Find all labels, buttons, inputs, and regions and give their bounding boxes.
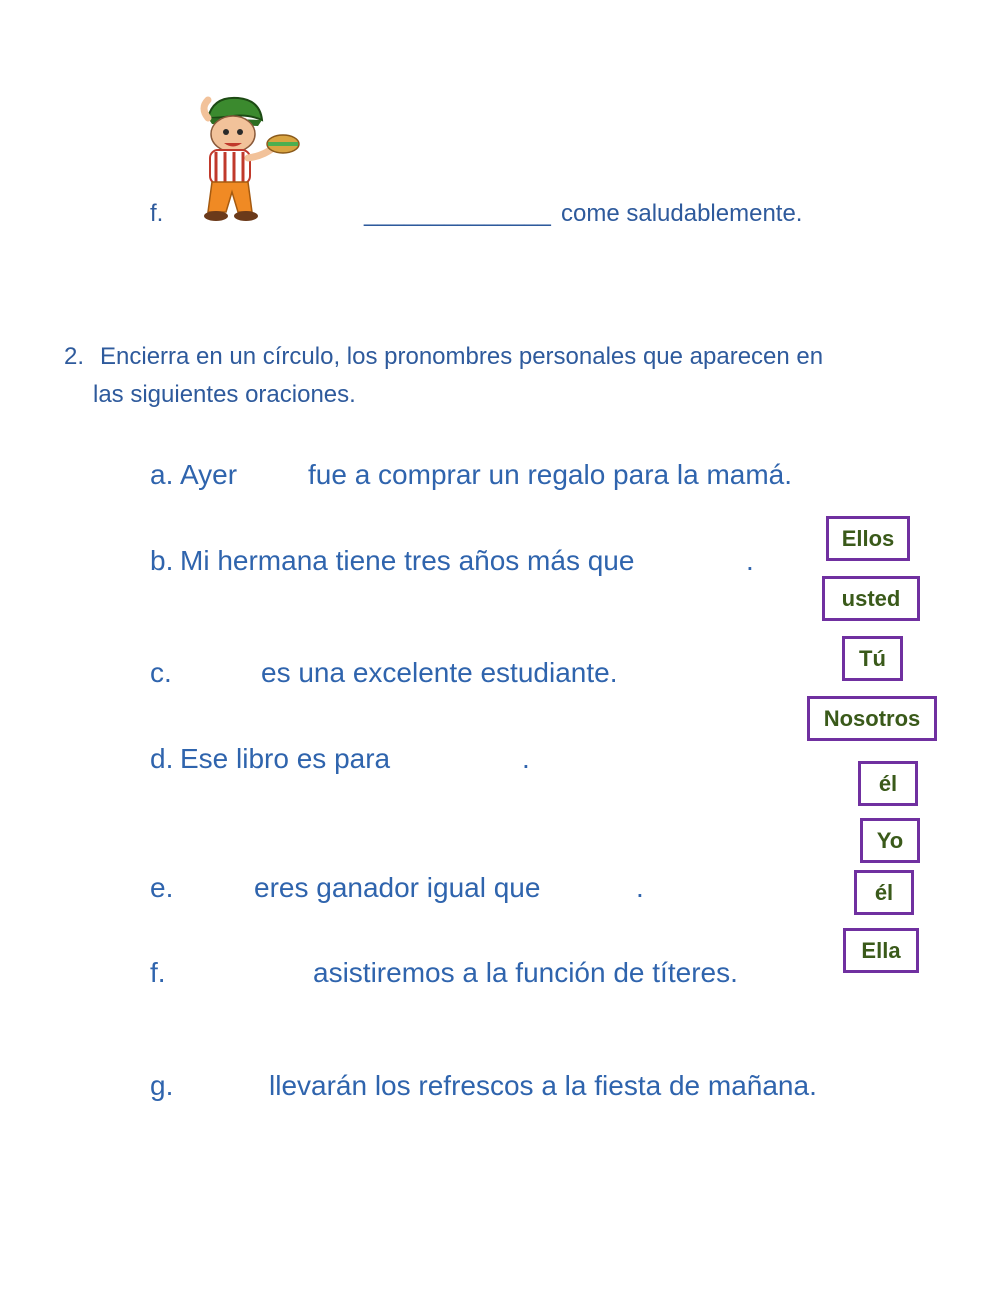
sentence-a-after: fue a comprar un regalo para la mamá.: [308, 459, 793, 490]
item-f-text: come saludablemente.: [561, 200, 803, 227]
sentence-g-letter: g.: [150, 1070, 174, 1101]
question-line-2: las siguientes oraciones.: [93, 381, 356, 408]
word-box-usted[interactable]: usted: [822, 576, 920, 621]
chavo-illustration: [178, 88, 308, 228]
sentence-f-letter: f.: [150, 957, 166, 988]
sentence-d-before: Ese libro es para: [180, 743, 391, 774]
sentence-a-before: Ayer: [180, 459, 238, 490]
word-box-el-1[interactable]: él: [858, 761, 918, 806]
sentence-g-after: llevarán los refrescos a la fiesta de mañana.: [269, 1070, 817, 1101]
answer-blank[interactable]: ______________: [364, 200, 551, 227]
item-letter-f: f.: [150, 200, 164, 227]
sentence-d-letter: d.: [150, 743, 174, 774]
question-number: 2.: [64, 343, 85, 370]
word-box-ellos[interactable]: Ellos: [826, 516, 910, 561]
sentence-e-letter: e.: [150, 872, 174, 903]
sentence-b-letter: b.: [150, 545, 174, 576]
word-box-nosotros[interactable]: Nosotros: [807, 696, 937, 741]
sentence-b-after: .: [746, 545, 754, 576]
sentence-c-letter: c.: [150, 657, 172, 688]
word-box-ella[interactable]: Ella: [843, 928, 919, 973]
sentence-d-after: .: [522, 743, 530, 774]
sentence-e-mid: eres ganador igual que: [254, 872, 541, 903]
word-box-el-2[interactable]: él: [854, 870, 914, 915]
sentence-e-after: .: [636, 872, 644, 903]
sentence-a-letter: a.: [150, 459, 174, 490]
sentence-f-after: asistiremos a la función de títeres.: [313, 957, 738, 988]
sentence-b-before: Mi hermana tiene tres años más que: [180, 545, 635, 576]
word-box-tu[interactable]: Tú: [842, 636, 903, 681]
word-box-yo[interactable]: Yo: [860, 818, 920, 863]
sentence-c-after: es una excelente estudiante.: [261, 657, 618, 688]
question-line-1: Encierra en un círculo, los pronombres personales que aparecen en: [100, 343, 824, 370]
